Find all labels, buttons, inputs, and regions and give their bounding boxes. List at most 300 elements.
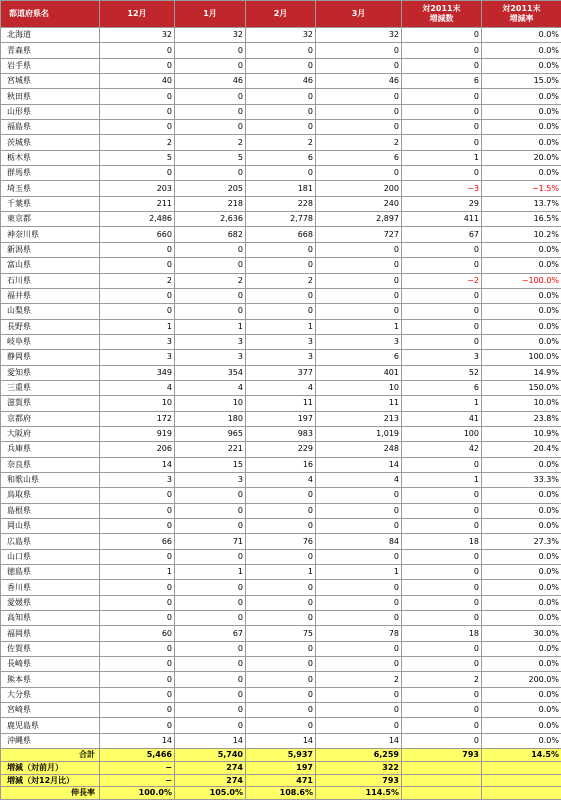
cell-prefecture: 山口県	[1, 549, 100, 564]
cell-change-count: 2	[402, 672, 482, 687]
cell-jan: 2,636	[175, 212, 246, 227]
table-row	[1, 488, 561, 503]
table-row	[1, 657, 561, 672]
cell-jan: 15	[175, 457, 246, 472]
table-row	[1, 396, 561, 411]
cell-mar: 248	[316, 442, 402, 457]
cell-prefecture: 福島県	[1, 120, 100, 135]
cell-prefecture: 栃木県	[1, 150, 100, 165]
table-row	[1, 534, 561, 549]
table-row	[1, 380, 561, 395]
cell-mar: 4	[316, 472, 402, 487]
cell-feb: 0	[246, 672, 316, 687]
cell-prefecture: 広島県	[1, 534, 100, 549]
cell-change-rate: 23.8%	[482, 411, 561, 426]
header-dec: 12月	[100, 1, 175, 28]
cell-change-rate: 0.0%	[482, 641, 561, 656]
cell-mar: 240	[316, 196, 402, 211]
cell-jan: 3	[175, 350, 246, 365]
cell-feb: 4	[246, 380, 316, 395]
cell-feb: 0	[246, 43, 316, 58]
cell-jan: 0	[175, 580, 246, 595]
footer-cell-change-rate	[482, 787, 561, 800]
cell-change-rate: 0.0%	[482, 288, 561, 303]
footer-label: 増減（対12月比）	[1, 774, 100, 787]
cell-dec: 14	[100, 457, 175, 472]
footer-label: 増減（対前月）	[1, 761, 100, 774]
cell-change-rate: 0.0%	[482, 457, 561, 472]
cell-feb: 983	[246, 426, 316, 441]
cell-feb: 0	[246, 519, 316, 534]
cell-prefecture: 宮崎県	[1, 703, 100, 718]
footer-cell-mar: 322	[316, 761, 402, 774]
cell-jan: 0	[175, 595, 246, 610]
cell-prefecture: 石川県	[1, 273, 100, 288]
cell-change-count: 3	[402, 350, 482, 365]
cell-mar: 3	[316, 334, 402, 349]
cell-jan: 0	[175, 672, 246, 687]
cell-prefecture: 神奈川県	[1, 227, 100, 242]
footer-cell-change-rate	[482, 761, 561, 774]
cell-prefecture: 佐賀県	[1, 641, 100, 656]
cell-prefecture: 愛媛県	[1, 595, 100, 610]
cell-dec: 2,486	[100, 212, 175, 227]
table-row	[1, 687, 561, 702]
cell-prefecture: 兵庫県	[1, 442, 100, 457]
cell-jan: 1	[175, 319, 246, 334]
cell-mar: 10	[316, 380, 402, 395]
table-row	[1, 519, 561, 534]
cell-change-rate: 27.3%	[482, 534, 561, 549]
cell-jan: 354	[175, 365, 246, 380]
cell-change-rate: 30.0%	[482, 626, 561, 641]
cell-dec: 0	[100, 89, 175, 104]
footer-cell-feb: 197	[246, 761, 316, 774]
table-footer	[1, 749, 561, 800]
cell-change-count: 0	[402, 319, 482, 334]
cell-mar: 0	[316, 488, 402, 503]
cell-change-rate: 0.0%	[482, 703, 561, 718]
cell-mar: 0	[316, 580, 402, 595]
cell-dec: 0	[100, 595, 175, 610]
cell-dec: 0	[100, 120, 175, 135]
cell-dec: 1	[100, 565, 175, 580]
cell-dec: 40	[100, 74, 175, 89]
cell-change-count: 42	[402, 442, 482, 457]
cell-jan: 205	[175, 181, 246, 196]
header-line: 対2011末	[422, 4, 461, 13]
cell-change-count: 0	[402, 166, 482, 181]
cell-feb: 0	[246, 687, 316, 702]
cell-change-rate: 0.0%	[482, 565, 561, 580]
cell-mar: 0	[316, 58, 402, 73]
footer-growth-row	[1, 787, 561, 800]
cell-change-rate: 0.0%	[482, 488, 561, 503]
cell-change-count: 52	[402, 365, 482, 380]
cell-dec: 0	[100, 166, 175, 181]
cell-mar: 0	[316, 288, 402, 303]
cell-prefecture: 愛知県	[1, 365, 100, 380]
cell-change-rate: 0.0%	[482, 58, 561, 73]
cell-feb: 668	[246, 227, 316, 242]
cell-dec: 0	[100, 549, 175, 564]
cell-mar: 0	[316, 703, 402, 718]
cell-dec: 3	[100, 350, 175, 365]
cell-prefecture: 高知県	[1, 611, 100, 626]
cell-dec: 0	[100, 519, 175, 534]
cell-jan: 0	[175, 657, 246, 672]
cell-change-rate: −1.5%	[482, 181, 561, 196]
cell-dec: 0	[100, 580, 175, 595]
cell-change-count: 1	[402, 150, 482, 165]
cell-change-rate: 10.0%	[482, 396, 561, 411]
cell-feb: 11	[246, 396, 316, 411]
cell-feb: 377	[246, 365, 316, 380]
cell-prefecture: 徳島県	[1, 565, 100, 580]
cell-dec: 1	[100, 319, 175, 334]
cell-change-count: 41	[402, 411, 482, 426]
table-row	[1, 472, 561, 487]
cell-prefecture: 埼玉県	[1, 181, 100, 196]
table-row	[1, 718, 561, 733]
cell-dec: 0	[100, 703, 175, 718]
footer-cell-dec: −	[100, 761, 175, 774]
cell-change-rate: 0.0%	[482, 503, 561, 518]
cell-change-rate: −100.0%	[482, 273, 561, 288]
cell-jan: 0	[175, 242, 246, 257]
cell-feb: 0	[246, 288, 316, 303]
cell-feb: 0	[246, 703, 316, 718]
cell-prefecture: 茨城県	[1, 135, 100, 150]
cell-change-rate: 0.0%	[482, 519, 561, 534]
cell-dec: 0	[100, 258, 175, 273]
cell-jan: 3	[175, 334, 246, 349]
cell-mar: 0	[316, 273, 402, 288]
cell-feb: 0	[246, 595, 316, 610]
cell-jan: 14	[175, 733, 246, 748]
cell-change-rate: 150.0%	[482, 380, 561, 395]
cell-mar: 0	[316, 166, 402, 181]
cell-feb: 1	[246, 319, 316, 334]
footer-label: 合計	[1, 749, 100, 762]
cell-mar: 14	[316, 457, 402, 472]
cell-change-rate: 0.0%	[482, 595, 561, 610]
cell-dec: 2	[100, 135, 175, 150]
cell-feb: 0	[246, 120, 316, 135]
cell-mar: 32	[316, 28, 402, 43]
cell-change-count: 0	[402, 503, 482, 518]
table-row	[1, 334, 561, 349]
cell-prefecture: 山梨県	[1, 304, 100, 319]
cell-change-count: 0	[402, 288, 482, 303]
cell-jan: 5	[175, 150, 246, 165]
table-row	[1, 703, 561, 718]
cell-change-count: 0	[402, 457, 482, 472]
cell-mar: 401	[316, 365, 402, 380]
cell-prefecture: 長野県	[1, 319, 100, 334]
cell-prefecture: 宮城県	[1, 74, 100, 89]
cell-feb: 16	[246, 457, 316, 472]
cell-change-rate: 0.0%	[482, 334, 561, 349]
header-change-rate-text	[484, 4, 559, 24]
cell-prefecture: 秋田県	[1, 89, 100, 104]
footer-cell-change-count	[402, 774, 482, 787]
cell-prefecture: 新潟県	[1, 242, 100, 257]
cell-jan: 0	[175, 703, 246, 718]
cell-prefecture: 東京都	[1, 212, 100, 227]
table-row	[1, 626, 561, 641]
cell-mar: 1	[316, 319, 402, 334]
cell-feb: 0	[246, 580, 316, 595]
table-row	[1, 503, 561, 518]
table-row	[1, 288, 561, 303]
footer-cell-jan: 274	[175, 761, 246, 774]
cell-mar: 0	[316, 43, 402, 58]
cell-prefecture: 福井県	[1, 288, 100, 303]
cell-mar: 727	[316, 227, 402, 242]
cell-mar: 213	[316, 411, 402, 426]
cell-mar: 6	[316, 150, 402, 165]
cell-change-count: 0	[402, 718, 482, 733]
cell-prefecture: 島根県	[1, 503, 100, 518]
cell-change-rate: 0.0%	[482, 657, 561, 672]
cell-feb: 0	[246, 89, 316, 104]
cell-change-rate: 200.0%	[482, 672, 561, 687]
cell-dec: 32	[100, 28, 175, 43]
cell-dec: 0	[100, 43, 175, 58]
footer-cell-mar: 6,259	[316, 749, 402, 762]
cell-feb: 3	[246, 350, 316, 365]
footer-cell-change-count	[402, 761, 482, 774]
cell-dec: 0	[100, 641, 175, 656]
cell-change-rate: 0.0%	[482, 733, 561, 748]
cell-change-count: 0	[402, 120, 482, 135]
cell-jan: 3	[175, 472, 246, 487]
cell-feb: 3	[246, 334, 316, 349]
cell-change-rate: 0.0%	[482, 580, 561, 595]
cell-change-count: 0	[402, 565, 482, 580]
cell-change-count: 67	[402, 227, 482, 242]
table-body	[1, 28, 561, 749]
cell-jan: 0	[175, 549, 246, 564]
cell-feb: 0	[246, 304, 316, 319]
table-row	[1, 166, 561, 181]
table-row	[1, 74, 561, 89]
cell-mar: 0	[316, 120, 402, 135]
table-row	[1, 611, 561, 626]
cell-mar: 0	[316, 657, 402, 672]
cell-change-count: 0	[402, 595, 482, 610]
cell-change-rate: 0.0%	[482, 120, 561, 135]
cell-prefecture: 熊本県	[1, 672, 100, 687]
table-row	[1, 181, 561, 196]
cell-change-count: 411	[402, 212, 482, 227]
cell-prefecture: 岩手県	[1, 58, 100, 73]
cell-dec: 0	[100, 672, 175, 687]
cell-dec: 5	[100, 150, 175, 165]
cell-prefecture: 岡山県	[1, 519, 100, 534]
table-row	[1, 549, 561, 564]
cell-mar: 1,019	[316, 426, 402, 441]
cell-change-rate: 100.0%	[482, 350, 561, 365]
footer-cell-dec: 100.0%	[100, 787, 175, 800]
table-row	[1, 227, 561, 242]
footer-cell-jan: 105.0%	[175, 787, 246, 800]
cell-dec: 211	[100, 196, 175, 211]
footer-cell-change-count	[402, 787, 482, 800]
cell-jan: 0	[175, 288, 246, 303]
cell-change-rate: 0.0%	[482, 166, 561, 181]
cell-dec: 2	[100, 273, 175, 288]
cell-feb: 0	[246, 166, 316, 181]
table-row	[1, 28, 561, 43]
cell-feb: 75	[246, 626, 316, 641]
cell-mar: 11	[316, 396, 402, 411]
cell-change-rate: 0.0%	[482, 28, 561, 43]
table-row	[1, 242, 561, 257]
cell-dec: 4	[100, 380, 175, 395]
cell-dec: 10	[100, 396, 175, 411]
cell-change-count: 18	[402, 534, 482, 549]
cell-feb: 0	[246, 611, 316, 626]
cell-change-count: 0	[402, 28, 482, 43]
cell-mar: 1	[316, 565, 402, 580]
cell-mar: 6	[316, 350, 402, 365]
cell-mar: 84	[316, 534, 402, 549]
cell-dec: 0	[100, 657, 175, 672]
cell-feb: 0	[246, 258, 316, 273]
cell-change-count: 18	[402, 626, 482, 641]
cell-change-rate: 0.0%	[482, 43, 561, 58]
cell-change-count: 0	[402, 43, 482, 58]
cell-mar: 0	[316, 242, 402, 257]
cell-dec: 60	[100, 626, 175, 641]
cell-change-count: 100	[402, 426, 482, 441]
cell-change-rate: 10.9%	[482, 426, 561, 441]
cell-change-rate: 0.0%	[482, 611, 561, 626]
footer-mom-row	[1, 761, 561, 774]
cell-jan: 218	[175, 196, 246, 211]
cell-feb: 6	[246, 150, 316, 165]
cell-feb: 2	[246, 135, 316, 150]
cell-change-rate: 33.3%	[482, 472, 561, 487]
cell-change-count: 0	[402, 580, 482, 595]
cell-dec: 14	[100, 733, 175, 748]
footer-vs-dec-row	[1, 774, 561, 787]
cell-mar: 78	[316, 626, 402, 641]
cell-mar: 0	[316, 549, 402, 564]
cell-dec: 660	[100, 227, 175, 242]
table-row	[1, 595, 561, 610]
cell-jan: 0	[175, 503, 246, 518]
cell-dec: 206	[100, 442, 175, 457]
header-line: 対2011末	[502, 4, 541, 13]
table-row	[1, 258, 561, 273]
cell-change-rate: 0.0%	[482, 304, 561, 319]
cell-jan: 0	[175, 258, 246, 273]
cell-prefecture: 長崎県	[1, 657, 100, 672]
header-feb: 2月	[246, 1, 316, 28]
cell-dec: 203	[100, 181, 175, 196]
cell-mar: 0	[316, 503, 402, 518]
cell-change-rate: 0.0%	[482, 718, 561, 733]
cell-mar: 2,897	[316, 212, 402, 227]
header-mar: 3月	[316, 1, 402, 28]
cell-jan: 71	[175, 534, 246, 549]
cell-change-count: −2	[402, 273, 482, 288]
cell-mar: 200	[316, 181, 402, 196]
cell-dec: 349	[100, 365, 175, 380]
table-row	[1, 304, 561, 319]
cell-prefecture: 滋賀県	[1, 396, 100, 411]
cell-change-count: 1	[402, 472, 482, 487]
cell-feb: 76	[246, 534, 316, 549]
cell-change-rate: 16.5%	[482, 212, 561, 227]
table-row	[1, 150, 561, 165]
cell-prefecture: 群馬県	[1, 166, 100, 181]
cell-dec: 0	[100, 503, 175, 518]
cell-change-count: 0	[402, 611, 482, 626]
cell-jan: 0	[175, 304, 246, 319]
header-line: 増減数	[429, 14, 454, 23]
cell-prefecture: 青森県	[1, 43, 100, 58]
cell-jan: 221	[175, 442, 246, 457]
table-row	[1, 120, 561, 135]
cell-feb: 0	[246, 641, 316, 656]
table-row	[1, 457, 561, 472]
cell-jan: 180	[175, 411, 246, 426]
footer-cell-change-rate: 14.5%	[482, 749, 561, 762]
cell-jan: 682	[175, 227, 246, 242]
cell-jan: 0	[175, 687, 246, 702]
cell-change-count: 6	[402, 380, 482, 395]
cell-prefecture: 北海道	[1, 28, 100, 43]
cell-feb: 32	[246, 28, 316, 43]
cell-change-rate: 0.0%	[482, 549, 561, 564]
cell-change-count: 29	[402, 196, 482, 211]
table-row	[1, 442, 561, 457]
table-row	[1, 273, 561, 288]
cell-prefecture: 京都府	[1, 411, 100, 426]
cell-change-count: 1	[402, 396, 482, 411]
cell-change-rate: 0.0%	[482, 258, 561, 273]
cell-prefecture: 香川県	[1, 580, 100, 595]
cell-jan: 0	[175, 120, 246, 135]
cell-jan: 0	[175, 104, 246, 119]
cell-dec: 0	[100, 242, 175, 257]
table-row	[1, 319, 561, 334]
cell-prefecture: 富山県	[1, 258, 100, 273]
footer-total-row	[1, 749, 561, 762]
table-row	[1, 365, 561, 380]
table-row	[1, 350, 561, 365]
header-jan: 1月	[175, 1, 246, 28]
cell-change-count: 0	[402, 549, 482, 564]
header-prefecture: 都道府県名	[1, 1, 100, 28]
cell-change-count: 0	[402, 104, 482, 119]
cell-change-count: 0	[402, 304, 482, 319]
table-row	[1, 733, 561, 748]
cell-feb: 14	[246, 733, 316, 748]
table-row	[1, 89, 561, 104]
cell-change-count: 0	[402, 242, 482, 257]
table-row	[1, 212, 561, 227]
cell-feb: 0	[246, 488, 316, 503]
cell-jan: 32	[175, 28, 246, 43]
cell-dec: 66	[100, 534, 175, 549]
table-row	[1, 196, 561, 211]
cell-jan: 10	[175, 396, 246, 411]
